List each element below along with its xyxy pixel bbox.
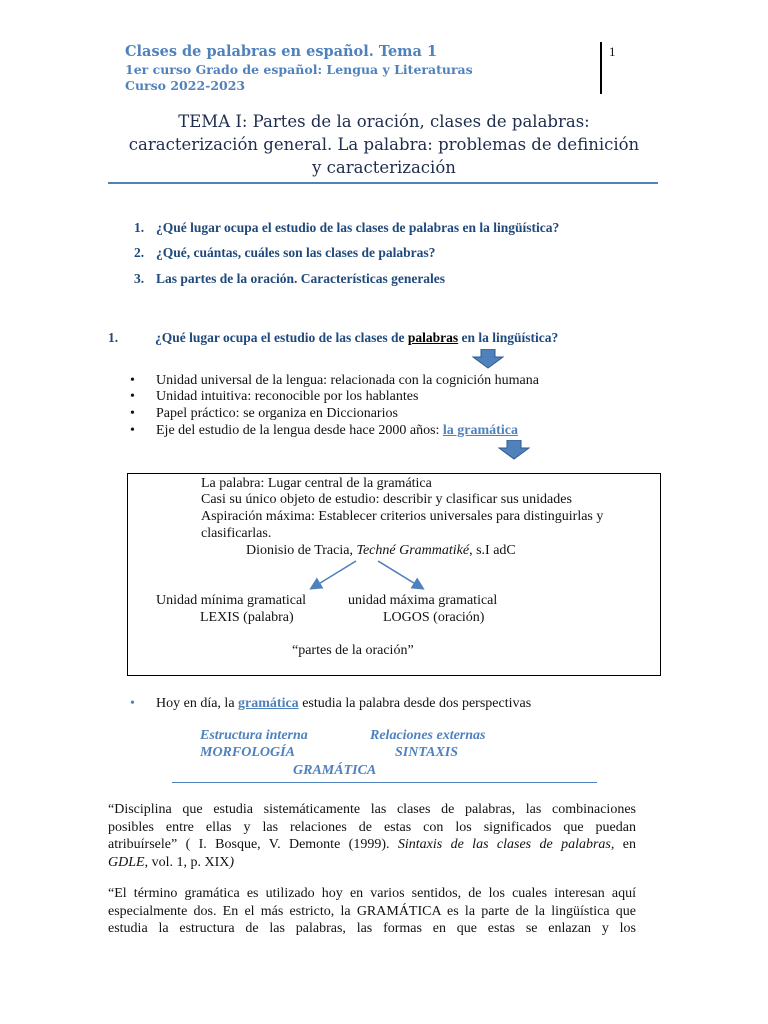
morphology-label: MORFOLOGÍA (200, 745, 295, 760)
today-text-after: estudia la palabra desde dos perspectivas (298, 696, 532, 711)
syntax-label: SINTAXIS (395, 745, 459, 760)
bullet-text: Papel práctico: se organiza en Diccionarios (156, 406, 398, 421)
la-gramatica-link[interactable]: la gramática (442, 423, 518, 438)
bullet-text: Eje del estudio de la lengua desde hace 2000 años: (156, 423, 443, 438)
bullet-text: Unidad universal de la lengua: relacionada con la cognición humana (156, 373, 539, 388)
internal-structure-label: Estructura interna (200, 728, 308, 743)
box-min-unit: Unidad mínima gramatical (156, 593, 307, 608)
quote-grammar-definition (108, 885, 636, 938)
citation-work: Techné Grammatiké (356, 543, 470, 558)
title-line-1: TEMA I: Partes de la oración, clases de palabras: (178, 112, 590, 131)
box-line-2: Casi su único objeto de estudio: describir y clasificar sus unidades (201, 492, 572, 507)
toc-item-text: ¿Qué lugar ocupa el estudio de las clases de palabras en la lingüística? (156, 220, 560, 235)
title-line-2: caracterización general. La palabra: problemas de definición (128, 135, 640, 154)
toc-item-number: 2. (134, 245, 145, 260)
box-line-1: La palabra: Lugar central de la gramática (201, 476, 432, 491)
quote1-line-4 (108, 854, 636, 872)
external-relations-label: Relaciones externas (370, 728, 486, 743)
branch-arrows (300, 558, 440, 594)
toc-item-2 (134, 245, 435, 261)
box-line-3: Aspiración máxima: Establecer criterios universales para distinguirlas y (201, 509, 604, 524)
box-citation (246, 543, 516, 559)
down-arrow-icon (472, 349, 504, 369)
box-parts-of-speech: “partes de la oración” (292, 643, 414, 658)
section-text-after: en la lingüística? (458, 330, 559, 345)
quote1-line-3a: atribuírsele” ( I. Bosque, V. Demonte (1999). (108, 837, 398, 852)
bullet-item-2: • Unidad intuitiva: reconocible por los hablantes (130, 389, 419, 404)
toc-item-text: Las partes de la oración. Características generales (156, 271, 446, 286)
perspectives-underline (172, 782, 597, 783)
section-text-before: ¿Qué lugar ocupa el estudio de las clases de (155, 330, 408, 345)
box-lexis: LEXIS (palabra) (200, 610, 294, 625)
grammar-label: GRAMÁTICA (293, 763, 377, 778)
quote2-line-1: “El término gramática es utilizado hoy en varios sentidos, de los cuales interesan aquí (108, 886, 636, 901)
header-course-title: Clases de palabras en español. Tema 1 (125, 43, 438, 60)
quote1-line-2: posibles entre ellas y las relaciones de estas con los significados que puedan (108, 819, 636, 835)
today-bullet: • Hoy en día, la gramática estudia la palabra desde dos perspectivas (130, 696, 532, 711)
today-text-before: Hoy en día, la (156, 696, 239, 711)
quote1-line-1: “Disciplina que estudia sistemáticamente las clases de palabras, las combinaciones (108, 802, 636, 817)
box-line-4: clasificarlas. (201, 526, 272, 541)
box-logos: LOGOS (oración) (383, 610, 485, 625)
quote1-gdle: GDLE (108, 854, 145, 870)
toc-item-3 (134, 271, 445, 287)
bullet-item-1: • Unidad universal de la lengua: relacionada con la cognición humana (130, 373, 539, 388)
arrow-left-icon (312, 561, 356, 588)
toc-item-text: ¿Qué, cuántas, cuáles son las clases de palabras? (156, 245, 436, 260)
gramatica-link[interactable]: gramática (238, 696, 299, 711)
toc-item-1 (134, 220, 559, 236)
section-number: 1. (108, 330, 119, 345)
quote2-line-3: estudia la estructura de las palabras, las formas en que estas se enlazan y los (108, 921, 636, 936)
header-vertical-rule (600, 42, 602, 94)
toc-item-number: 3. (134, 271, 145, 286)
bullet-item-4: • Eje del estudio de la lengua desde hace 2000 años: la gramática (130, 423, 518, 438)
page-number: 1 (609, 44, 616, 59)
citation-author: Dionisio de Tracia, (246, 543, 357, 558)
header-year: Curso 2022-2023 (125, 78, 246, 93)
quote1-line-3c: en (614, 837, 636, 852)
toc-item-number: 1. (134, 220, 145, 235)
header-degree: 1er curso Grado de español: Lengua y Literaturas (125, 62, 473, 77)
quote1-book-title: Sintaxis de las clases de palabras, (397, 837, 615, 852)
section-1-heading (108, 330, 558, 346)
quote1-line-3 (108, 836, 636, 854)
page-title (108, 110, 660, 179)
title-line-3: y caracterización (312, 158, 456, 177)
down-arrow-icon (498, 440, 530, 460)
quote-bosque (108, 801, 636, 871)
quote1-close-paren: ) (229, 854, 235, 870)
section-link-palabras[interactable]: palabras (407, 330, 459, 345)
bullet-item-3: • Papel práctico: se organiza en Diccionarios (130, 406, 398, 421)
title-underline (108, 182, 658, 184)
citation-date: , s.I adC (469, 543, 516, 558)
quote2-line-2: especialmente dos. En el más estricto, la GRAMÁTICA es la parte de la lingüística que (108, 903, 636, 919)
bullet-text: Unidad intuitiva: reconocible por los hablantes (156, 389, 419, 404)
quote1-volume: , vol. 1, p. XIX (144, 854, 230, 870)
arrow-right-icon (378, 561, 422, 588)
box-max-unit: unidad máxima gramatical (348, 593, 498, 608)
